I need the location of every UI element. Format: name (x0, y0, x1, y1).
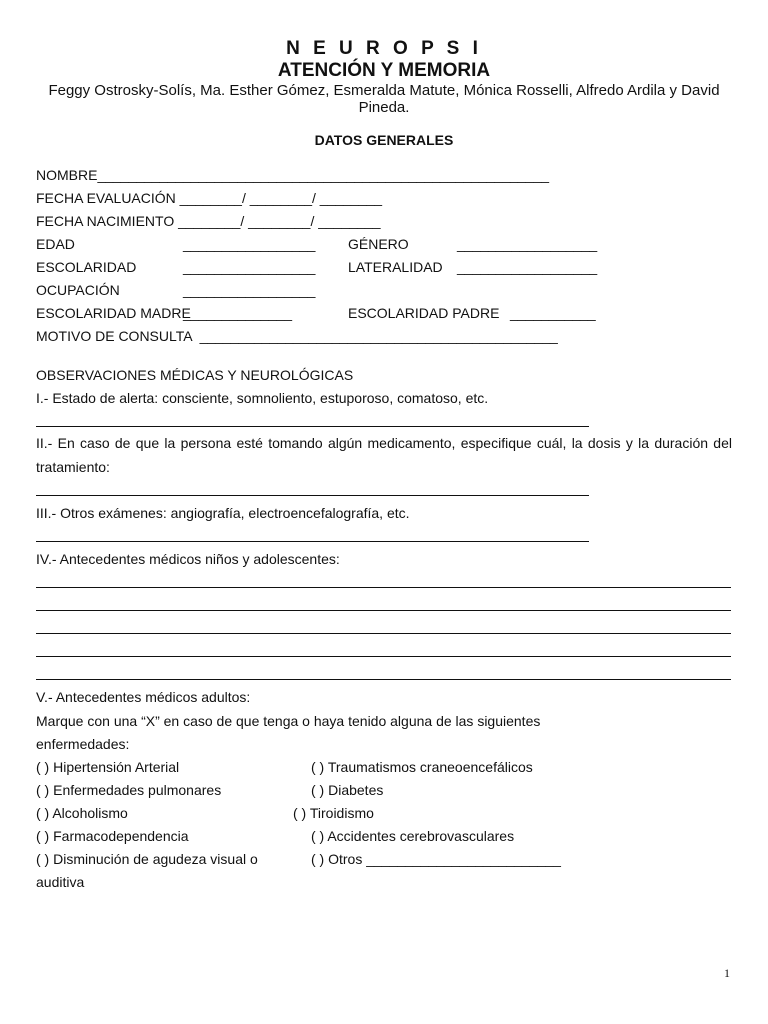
question-antecedentes-ninos: IV.- Antecedentes médicos niños y adolescentes: (36, 551, 340, 567)
answer-line-ninos-4[interactable] (36, 656, 731, 657)
field-escolaridad[interactable]: _________________ (183, 259, 316, 275)
answer-line-ninos-1[interactable] (36, 587, 731, 588)
label-escolaridad: ESCOLARIDAD (36, 259, 137, 275)
label-escolaridad-madre: ESCOLARIDAD MADRE (36, 305, 191, 321)
field-fecha-nacimiento[interactable]: FECHA NACIMIENTO ________/ ________/ ________ (36, 213, 381, 229)
checkbox-accidentes-cerebrovasculares[interactable]: ( ) Accidentes cerebrovasculares (311, 828, 515, 844)
section-heading-datos: DATOS GENERALES (314, 132, 454, 148)
question-otros-examenes: III.- Otros exámenes: angiografía, electroencefalografía, etc. (36, 505, 410, 521)
authors: Feggy Ostrosky-Solís, Ma. Esther Gómez, Esmeralda Matute, Mónica Rosselli, Alfredo Ardila y David Pineda. (48, 82, 720, 116)
checkbox-diabetes[interactable]: ( ) Diabetes (311, 782, 384, 798)
answer-line-ninos-5[interactable] (36, 679, 731, 680)
field-fecha-evaluacion[interactable]: FECHA EVALUACIÓN ________/ ________/ ________ (36, 190, 383, 206)
checkbox-enfermedades-pulmonares[interactable]: ( ) Enfermedades pulmonares (36, 782, 222, 798)
page-number: 1 (724, 966, 730, 980)
question-medicamento: II.- En caso de que la persona esté tomando algún medicamento, especifique cuál, la dosis y la duración del tratamiento: (36, 435, 732, 475)
field-escolaridad-madre[interactable]: ______________ (183, 305, 293, 321)
field-motivo-consulta[interactable]: MOTIVO DE CONSULTA ______________________________________________ (36, 328, 558, 344)
answer-line-medicamento[interactable] (36, 495, 589, 496)
checkbox-agudeza-visual[interactable]: ( ) Disminución de agudeza visual o (36, 851, 258, 867)
form-subtitle: ATENCIÓN Y MEMORIA (277, 60, 491, 81)
field-escolaridad-padre[interactable]: ___________ (510, 305, 596, 321)
checkbox-hipertension[interactable]: ( ) Hipertensión Arterial (36, 759, 180, 775)
field-genero[interactable]: __________________ (457, 236, 598, 252)
label-ocupacion: OCUPACIÓN (36, 282, 120, 298)
field-lateralidad[interactable]: __________________ (457, 259, 598, 275)
checkbox-farmacodependencia[interactable]: ( ) Farmacodependencia (36, 828, 189, 844)
checkbox-otros[interactable]: ( ) Otros _________________________ (311, 851, 561, 867)
field-ocupacion[interactable]: _________________ (183, 282, 316, 298)
label-genero: GÉNERO (348, 236, 409, 252)
section-heading-observaciones: OBSERVACIONES MÉDICAS Y NEUROLÓGICAS (36, 367, 354, 383)
label-escolaridad-padre: ESCOLARIDAD PADRE (348, 305, 500, 321)
label-lateralidad: LATERALIDAD (348, 259, 443, 275)
question-antecedentes-adultos: V.- Antecedentes médicos adultos: (36, 689, 251, 705)
question-estado-alerta: I.- Estado de alerta: consciente, somnoliento, estuporoso, comatoso, etc. (36, 390, 489, 406)
field-nombre[interactable]: NOMBRE__________________________________________________________ (36, 167, 550, 183)
answer-line-otros-examenes[interactable] (36, 541, 589, 542)
checkbox-alcoholismo[interactable]: ( ) Alcoholismo (36, 805, 128, 821)
instruction-enfermedades: enfermedades: (36, 736, 130, 752)
answer-line-ninos-3[interactable] (36, 633, 731, 634)
checkbox-agudeza-visual-cont: auditiva (36, 874, 85, 890)
checkbox-tiroidismo[interactable]: ( ) Tiroidismo (293, 805, 374, 821)
answer-line-ninos-2[interactable] (36, 610, 731, 611)
field-edad[interactable]: _________________ (183, 236, 316, 252)
answer-line-estado-alerta[interactable] (36, 426, 589, 427)
checkbox-traumatismos[interactable]: ( ) Traumatismos craneoencefálicos (311, 759, 533, 775)
instruction-marque: Marque con una “X” en caso de que tenga o haya tenido alguna de las siguientes (36, 713, 541, 729)
label-edad: EDAD (36, 236, 75, 252)
form-title: N E U R O P S I (286, 38, 482, 59)
